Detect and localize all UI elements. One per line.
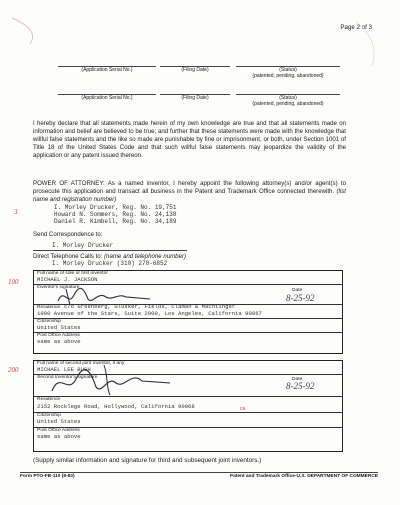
status-label-2: (Status): [279, 95, 297, 101]
status-label-1: (Status): [279, 67, 297, 73]
inventor1-residence-line1: c/o Greenberg, Glusker, Fields, Claman & Machtinger: [64, 303, 236, 310]
inventor2-citizenship: United States: [37, 418, 81, 425]
poa-heading: POWER OF ATTORNEY:: [33, 180, 105, 187]
serial-label-1: (Application Serial No.): [81, 67, 133, 73]
filing-label-2: (Filing Date): [181, 95, 209, 101]
margin-mark-b: 100: [8, 278, 19, 286]
inventor2-date: 8-25-92: [286, 381, 315, 391]
serial-label-2: (Application Serial No.): [81, 95, 133, 101]
correspondence-value: I. Morley Drucker: [52, 242, 114, 249]
correspondence-label: Send Correspondence to:: [33, 231, 103, 238]
margin-mark-c: 200: [8, 366, 19, 374]
inventor2-signature-label: Second Inventor's signature: [37, 375, 98, 380]
inventor2-box: [33, 360, 343, 452]
filing-label-1: (Filing Date): [181, 67, 209, 73]
inventor1-residence-line2: 1900 Avenue of the Stars, Suite 2000, Los Angeles, California 90067: [37, 310, 262, 317]
red-annotation: ca: [240, 406, 246, 412]
attorney-list: [54, 204, 176, 225]
margin-mark-a: 3: [14, 208, 18, 216]
inventor1-residence-label: Residence: [37, 305, 61, 310]
footer-agency: Patent and Trademark Office-U.S. DEPARTMENT OF COMMERCE: [229, 474, 378, 479]
page-number: Page 2 of 3: [340, 24, 372, 31]
inventor2-post-office-label: Post Office Address: [37, 428, 80, 433]
power-of-attorney: [33, 180, 346, 204]
inventor2-post-office: same as above: [37, 433, 81, 440]
footer-rule: [20, 472, 378, 473]
inventor1-citizenship: United States: [37, 324, 81, 331]
attorney-1: I. Morley Drucker, Reg. No. 19,751: [54, 204, 177, 211]
inventor1-box: [33, 270, 343, 354]
declaration-paragraph: I hereby declare that all statements made herein of my own knowledge are true and that all statements made on information and belief are believed to be true; and further that these statements were made with the knowledge that willful false statements and the like so made are punishable by fine or imprisonment, or both, under Section 1001 of Title 18 of the United States Code and that such willful false statements may jeopardize the validity of the application or any patent issued thereon.: [33, 120, 346, 159]
inventor2-name: MICHAEL LEE BUSH: [37, 366, 91, 373]
poa-instruction: (list name and registration number): [33, 187, 346, 203]
inventor2-residence-line1: 2152 Rocklege Road, Hollywood, California 90068: [37, 403, 195, 410]
inventor1-divider-3: [34, 318, 342, 319]
inventor1-name-label: Full name of sole or first inventor: [37, 271, 108, 276]
inventor1-post-office: same as above: [37, 338, 81, 345]
telephone-instruction: (name and telephone number): [104, 253, 187, 260]
inventor2-divider-4: [34, 427, 342, 428]
status-options-2: (patented, pending, abandoned): [252, 101, 324, 107]
inventor2-divider-2: [34, 396, 342, 397]
inventor2-signature: [46, 361, 196, 397]
form-id: Form PTO-FB-110 (8-83): [20, 474, 75, 479]
supply-note: (Supply similar information and signature for third and subsequent joint inventors.): [33, 457, 262, 464]
inventor1-signature-label: Inventor's signature: [37, 285, 80, 290]
inventor1-date-label: Date: [292, 288, 303, 293]
telephone-value: I. Morley Drucker (310) 278-6852: [52, 260, 168, 267]
inventor2-residence-label: Residence: [37, 397, 61, 402]
inventor2-date-label: Date: [292, 377, 303, 382]
inventor2-name-label: Full name of second joint inventor, if any: [37, 361, 125, 366]
inventor2-divider-3: [34, 412, 342, 413]
inventor1-date: 8-25-92: [286, 293, 315, 303]
inventor1-divider-4: [34, 332, 342, 333]
poa-text: As a named inventor, I hereby appoint the following attorney(s) and/or agent(s) to prosecute this application and transact all business in the Patent and Trademark Office connected therewith.: [33, 180, 346, 195]
attorney-2: Howard N. Sommers, Reg. No. 24,138: [54, 211, 177, 218]
attorney-3: Daniel R. Kimbell, Reg. No. 34,189: [54, 218, 177, 225]
telephone-label: [33, 253, 186, 260]
inventor1-citizenship-label: Citizenship: [37, 319, 61, 324]
status-options-1: (patented, pending, abandoned): [252, 73, 324, 79]
inventor1-name: MICHAEL J. JACKSON: [37, 276, 98, 283]
inventor1-post-office-label: Post Office Address: [37, 333, 80, 338]
inventor2-citizenship-label: Citizenship: [37, 413, 61, 418]
correspondence-line: [33, 250, 187, 251]
telephone-label-text: Direct Telephone Calls to:: [33, 253, 103, 260]
